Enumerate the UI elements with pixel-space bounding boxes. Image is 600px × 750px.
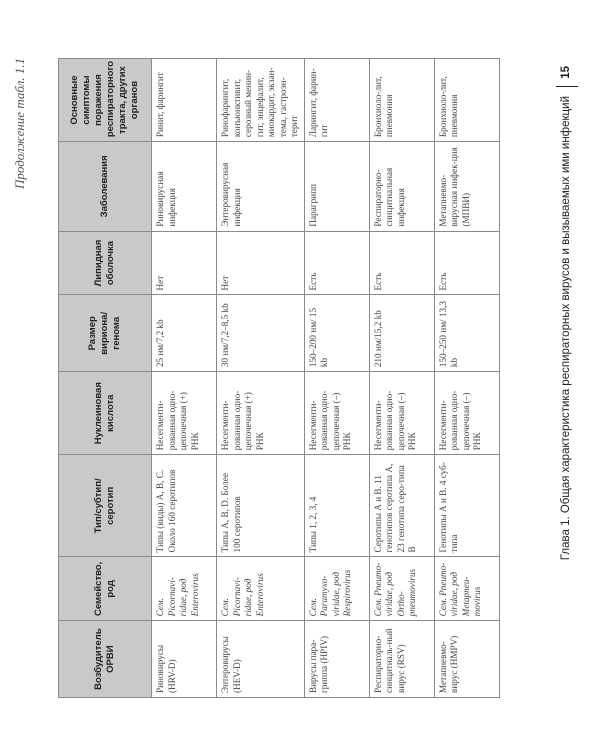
- cell-nucleic: Несегменти-рованная одно-цепочечная (–) РНК: [369, 372, 434, 455]
- cell-size: 30 нм/7,2–8,5 kb: [217, 295, 305, 372]
- cell-symptoms: Бронхиоло-лит, пневмония: [369, 59, 434, 142]
- cell-symptoms: Бронхиоло-лит, пневмония: [434, 59, 499, 142]
- cell-type: Генотипы А и В. 4 суб-типа: [434, 455, 499, 557]
- cell-lipid: Есть: [369, 231, 434, 295]
- table-header-row: [59, 59, 152, 698]
- cell-disease: Энтеровирусная инфекция: [217, 142, 305, 231]
- header-nucleic: Нуклеиновая кислота: [59, 372, 152, 455]
- cell-family: Сем. Paramyxo-viridae, род Respirovirus: [304, 557, 369, 621]
- cell-family: Сем. Pneumo-viridae, род Metapneu-movirus: [434, 557, 499, 621]
- header-agent: Возбудитель ОРВИ: [59, 621, 152, 698]
- page-footer: [556, 58, 580, 698]
- cell-disease: Риновирусная инфекция: [152, 142, 217, 231]
- cell-size: 150–250 нм/ 13,3 kb: [434, 295, 499, 372]
- cell-size: 210 нм/15,2 kb: [369, 295, 434, 372]
- header-symptoms: Основные симптомы поражения респираторного тракта, других органов: [59, 59, 152, 142]
- cell-agent: Метапневмо-вирус (HMPV): [434, 621, 499, 698]
- cell-nucleic: Несегменти-рованная одно-цепочечная (+) РНК: [217, 372, 305, 455]
- footer-divider: [556, 86, 578, 87]
- cell-disease: Респираторно-синцитиальная инфекция: [369, 142, 434, 231]
- header-type: Тип/субтип/ серотип: [59, 455, 152, 557]
- cell-nucleic: Несегменти-рованная одно-цепочечная (–) РНК: [304, 372, 369, 455]
- cell-nucleic: Несегменти-рованная одно-цепочечная (–) РНК: [434, 372, 499, 455]
- cell-lipid: Нет: [217, 231, 305, 295]
- cell-symptoms: Ринофарингит, конъюнктивит, серозный менин-гит, энцефалит, миокардит, экзан-тема, гастроэн-терит: [217, 59, 305, 142]
- header-family: Семейство, род: [59, 557, 152, 621]
- cell-symptoms: Ларингит, фарин-гит: [304, 59, 369, 142]
- page-number: 15: [560, 66, 572, 79]
- cell-size: 25 нм/7,2 kb: [152, 295, 217, 372]
- cell-disease: Метапневмо-вирусная инфек-ция (МПВИ): [434, 142, 499, 231]
- cell-type: Типы (виды) А, В, С. Около 160 серотипов: [152, 455, 217, 557]
- header-disease: Заболевания: [59, 142, 152, 231]
- cell-agent: Риновирусы (HRV-D): [152, 621, 217, 698]
- virus-table: [58, 58, 500, 698]
- cell-lipid: Нет: [152, 231, 217, 295]
- cell-type: Серотипы А и В. 11 генотипов серотипа А, 23 генотипа серо-типа В: [369, 455, 434, 557]
- cell-lipid: Есть: [434, 231, 499, 295]
- table-row: [304, 59, 369, 698]
- chapter-title: Глава 1. Общая характеристика респираторных вирусов и вызываемых ими инфекций: [560, 96, 572, 561]
- cell-agent: Энтеровирусы (HEV-D): [217, 621, 305, 698]
- table-row: [369, 59, 434, 698]
- cell-agent: Вирусы пара-гриппа (HPIV): [304, 621, 369, 698]
- cell-family: Сем. Picornavi-ridae, род Enterovirus: [152, 557, 217, 621]
- cell-lipid: Есть: [304, 231, 369, 295]
- cell-size: 150–200 нм/ 15 kb: [304, 295, 369, 372]
- cell-family: Сем. Pneumo-viridae, род Ortho-pneumovirus: [369, 557, 434, 621]
- cell-type: Типы А, В, D. Более 100 серотипов: [217, 455, 305, 557]
- cell-symptoms: Ринит, фарингит: [152, 59, 217, 142]
- cell-type: Типы 1, 2, 3, 4: [304, 455, 369, 557]
- table-row: [434, 59, 499, 698]
- cell-agent: Респираторно-синцитиаль-ный вирус (RSV): [369, 621, 434, 698]
- cell-family: Сем. Picornavi-ridae, род Enterovirus: [217, 557, 305, 621]
- cell-disease: Парагрипп: [304, 142, 369, 231]
- table-row: [152, 59, 217, 698]
- header-size: Размер вириона/ генома: [59, 295, 152, 372]
- table-row: [217, 59, 305, 698]
- cell-nucleic: Несегменти-рованная одно-цепочечная (+) РНК: [152, 372, 217, 455]
- header-lipid: Липидная оболочка: [59, 231, 152, 295]
- table-continuation-caption: Продолжение табл. 1.1: [12, 58, 27, 189]
